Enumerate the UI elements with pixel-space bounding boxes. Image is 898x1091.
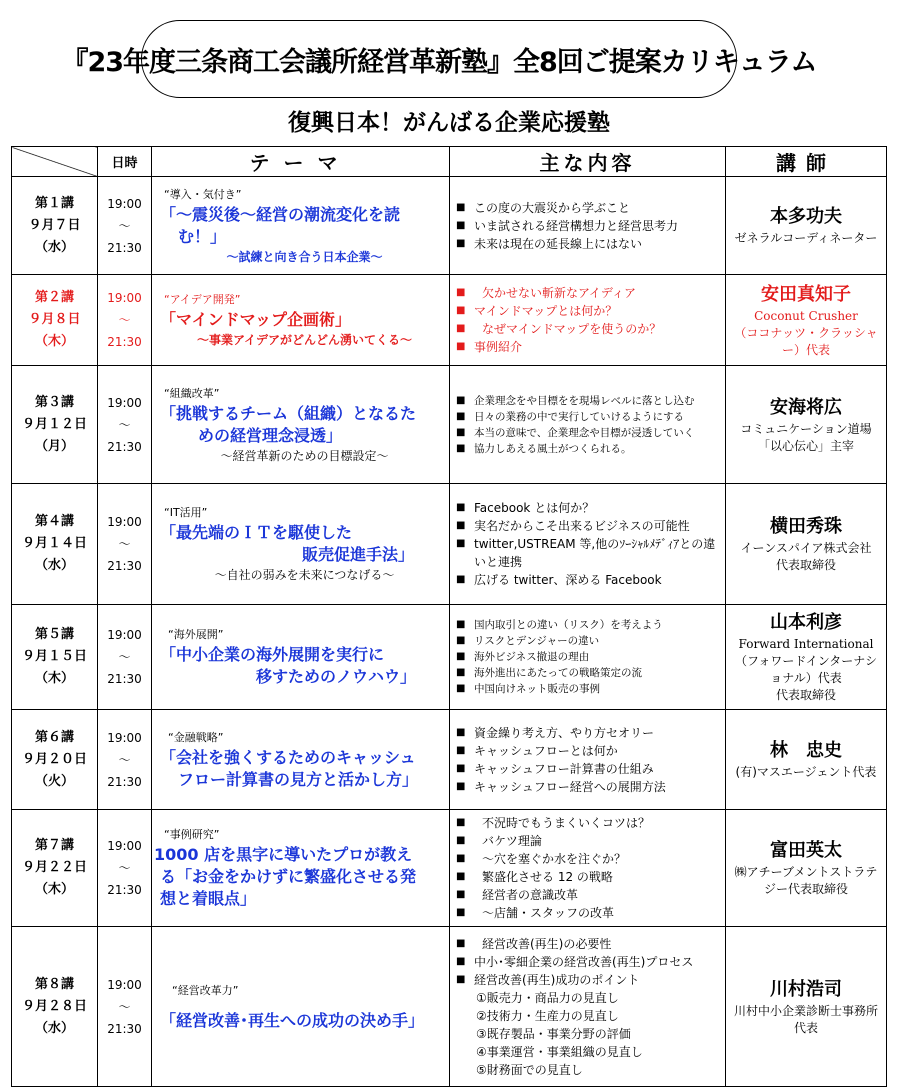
lecturer-org: ㈱アチーブメントストラテジー代表取締役 — [734, 865, 878, 896]
theme-title: 「～震災後～経営の潮流変化を読 — [160, 204, 401, 224]
lecture-number: 第２講 — [34, 290, 74, 305]
theme-title: 販売促進手法」 — [302, 545, 415, 564]
time-sep: ～ — [118, 537, 131, 551]
lecturer-org: コミュニケーション道場「以心伝心」主宰 — [740, 421, 872, 453]
lecture-date: ９月８日 — [28, 312, 81, 327]
theme-cell — [152, 710, 450, 810]
lecture-date: ９月１２日 — [21, 416, 87, 432]
theme-subtitle: ～自社の弱みを未来につなげる～ — [214, 568, 395, 582]
table-row — [12, 275, 887, 366]
content-item: ■ 海外ビジネス撤退の理由 — [456, 649, 719, 665]
content-cell — [450, 366, 726, 484]
content-item: ■ 日々の業務の中で実行していけるようにする — [456, 409, 719, 425]
theme-title: 「会社を強くするためのキャッシュ — [160, 747, 416, 767]
theme-category: “海外展開” — [168, 628, 224, 641]
table-row — [12, 927, 887, 1087]
theme-title: 「経営改善･再生への成功の決め手」 — [160, 1010, 425, 1030]
lecture-cell — [12, 177, 98, 275]
lecture-cell — [12, 275, 98, 366]
theme-subtitle: ～試練と向き合う日本企業～ — [226, 249, 383, 264]
lecturer-org: イーンスパイア株式会社 代表取締役 — [740, 541, 884, 572]
lecture-day: （水） — [34, 558, 74, 573]
theme-subtitle: ～経営革新のための目標設定～ — [220, 448, 389, 463]
time-start: 19:00 — [107, 977, 142, 992]
time-sep: ～ — [118, 861, 131, 875]
content-item: ■ ～店舗・スタッフの改革 — [456, 904, 719, 922]
content-item: ■ 経営改善(再生)成功のポイント — [456, 971, 719, 989]
time-sep: ～ — [118, 999, 131, 1014]
theme-category: “金融戦略” — [168, 730, 224, 744]
theme-title: る「お金をかけずに繁盛化させる発 — [160, 867, 417, 886]
time-end: 21:30 — [107, 559, 142, 573]
content-item: ■ キャッシュフローとは何か — [456, 742, 719, 760]
content-item: ■ いま試される経営構想力と経営思考力 — [456, 217, 719, 235]
lecture-day: （月） — [34, 438, 74, 454]
theme-category: “IT活用” — [164, 506, 208, 519]
lecturer-org: （フォワードインターナショナル）代表 — [734, 654, 878, 685]
content-cell — [450, 177, 726, 275]
lecture-number: 第７講 — [34, 838, 74, 853]
content-item: ■ twitter,USTREAM 等,他のｿｰｼｬﾙﾒﾃﾞｨｱとの違いと連携 — [456, 535, 719, 571]
time-sep: ～ — [118, 417, 131, 432]
content-item: ①販売力・商品力の見直し — [476, 990, 619, 1005]
content-item: ■ 協力しあえる風土がつくられる。 — [456, 441, 719, 457]
content-item: ■ 実名だからこそ出来るビジネスの可能性 — [456, 517, 719, 535]
lecture-day: （水） — [34, 1020, 74, 1036]
theme-cell — [152, 927, 450, 1087]
lecture-date: ９月７日 — [28, 217, 81, 233]
table-row — [12, 810, 887, 927]
time-start: 19:00 — [107, 515, 142, 529]
lecture-number: 第６講 — [34, 729, 74, 745]
content-item: ■ 国内取引との違い（リスク）を考えよう — [456, 617, 719, 633]
theme-cell — [152, 484, 450, 605]
theme-title: 「マインドマップ企画術」 — [160, 310, 352, 329]
lecture-date: ９月１４日 — [21, 536, 87, 551]
table-row — [12, 710, 887, 810]
content-item: ■ ～穴を塞ぐか水を注ぐか？ — [456, 850, 719, 868]
content-cell — [450, 275, 726, 366]
curriculum-table — [11, 146, 887, 1087]
content-cell — [450, 927, 726, 1087]
lecturer-title: 代表取締役 — [775, 688, 836, 702]
lecturer-cell — [726, 605, 887, 710]
lecturer-name: 川村浩司 — [770, 978, 842, 1000]
lecturer-name: 本多功夫 — [770, 206, 842, 227]
content-cell — [450, 484, 726, 605]
time-start: 19:00 — [107, 730, 142, 745]
time-cell — [98, 484, 152, 605]
content-item: ■ 資金繰り考え方、やり方セオリー — [456, 724, 719, 742]
lecture-cell — [12, 927, 98, 1087]
lecture-number: 第８講 — [34, 976, 74, 992]
lecture-cell — [12, 484, 98, 605]
lecturer-org-en: Coconut Crusher — [754, 308, 858, 323]
content-item: ■ 不況時でもうまくいくコツは？ — [456, 814, 719, 832]
theme-cell — [152, 366, 450, 484]
time-sep: ～ — [118, 313, 131, 327]
content-item: ■ キャッシュフロー計算書の仕組み — [456, 760, 719, 778]
theme-category: “組織改革” — [164, 386, 220, 400]
theme-title: 移すためのノウハウ」 — [256, 667, 417, 686]
content-item: ■ 繁盛化させる 12 の戦略 — [456, 868, 719, 886]
time-end: 21:30 — [107, 883, 142, 897]
time-end: 21:30 — [107, 439, 142, 454]
lecture-cell — [12, 605, 98, 710]
theme-category: “事例研究” — [164, 828, 220, 841]
lecturer-cell — [726, 177, 887, 275]
header-row — [12, 147, 887, 177]
lecture-number: 第３講 — [34, 394, 74, 410]
time-start: 19:00 — [107, 291, 142, 305]
content-item: ■ 中国向けネット販売の事例 — [456, 681, 719, 697]
time-sep: ～ — [118, 752, 131, 767]
time-end: 21:30 — [107, 672, 142, 686]
lecture-day: （火） — [34, 773, 74, 789]
time-cell — [98, 275, 152, 366]
content-item: ■ Facebook とは何か？ — [456, 499, 719, 517]
lecturer-name: 富田英太 — [770, 840, 842, 861]
table-row — [12, 177, 887, 275]
time-start: 19:00 — [107, 196, 142, 211]
time-start: 19:00 — [107, 628, 142, 642]
content-item: ■ 欠かせない斬新なアイディア — [456, 284, 719, 302]
content-item: ■ 中小･零細企業の経営改善(再生)プロセス — [456, 953, 719, 971]
content-item: ■ 経営者の意識改革 — [456, 886, 719, 904]
content-item: ■ 経営改善(再生)の必要性 — [456, 935, 719, 953]
lecturer-org: （ココナッツ・クラッシャー）代表 — [734, 325, 878, 357]
lecture-number: 第５講 — [34, 627, 74, 642]
content-item: ⑤財務面での見直し — [476, 1062, 583, 1077]
table-row — [12, 484, 887, 605]
lecture-cell — [12, 810, 98, 927]
lecture-cell — [12, 710, 98, 810]
content-cell — [450, 710, 726, 810]
lecture-number: 第１講 — [34, 195, 74, 211]
content-item: ④事業運営・事業組織の見直し — [476, 1044, 643, 1059]
content-item: ■ リスクとデンジャーの違い — [456, 633, 719, 649]
lecture-day: （木） — [34, 334, 74, 349]
time-cell — [98, 927, 152, 1087]
lecturer-org-en: Forward International — [738, 637, 874, 651]
content-item: ■ 広げる twitter、深める Facebook — [456, 571, 719, 589]
theme-title: 1000 店を黒字に導いたプロが教え — [154, 845, 413, 864]
header-lecturer: 講師 — [726, 147, 887, 177]
content-cell — [450, 605, 726, 710]
time-end: 21:30 — [107, 240, 142, 255]
time-cell — [98, 710, 152, 810]
content-item: ■ マインドマップとは何か？ — [456, 302, 719, 320]
theme-title: 「最先端のＩＴを駆使した — [160, 523, 353, 542]
content-cell — [450, 810, 726, 927]
corner-cell — [12, 147, 98, 177]
time-end: 21:30 — [107, 335, 142, 349]
lecturer-cell — [726, 275, 887, 366]
theme-cell — [152, 810, 450, 927]
lecturer-cell — [726, 710, 887, 810]
lecturer-cell — [726, 366, 887, 484]
lecturer-name: 林 忠史 — [770, 740, 842, 761]
theme-category: “導入・気付き” — [164, 187, 242, 201]
theme-category: “アイデア開発” — [164, 293, 241, 306]
content-item: ③既存製品・事業分野の評価 — [476, 1026, 631, 1041]
content-item: ②技術力・生産力の見直し — [476, 1008, 619, 1023]
lecturer-name: 安海将広 — [770, 396, 842, 418]
content-item: ■ なぜマインドマップを使うのか？ — [456, 320, 719, 338]
lecturer-name: 横田秀珠 — [770, 516, 842, 537]
lecturer-org: ゼネラルコーディネーター — [734, 231, 878, 245]
lecture-date: ９月２２日 — [21, 860, 87, 875]
lecture-number: 第４講 — [34, 514, 74, 529]
lecturer-cell — [726, 810, 887, 927]
theme-subtitle: ～事業アイデアがどんどん湧いてくる～ — [197, 333, 412, 347]
lecture-cell — [12, 366, 98, 484]
content-item: ■ キャッシュフロー経営への展開方法 — [456, 778, 719, 796]
time-sep: ～ — [118, 650, 131, 664]
time-cell — [98, 810, 152, 927]
theme-title: 「挑戦するチーム（組織）となるた — [160, 403, 417, 423]
time-start: 19:00 — [107, 395, 142, 410]
header-content: 主な内容 — [450, 147, 726, 177]
lecturer-name: 山本利彦 — [770, 612, 842, 633]
theme-title: フロー計算書の見方と活かし方」 — [178, 769, 419, 789]
theme-cell — [152, 605, 450, 710]
content-item: ■ 未来は現在の延長線上にはない — [456, 235, 719, 253]
table-row — [12, 605, 887, 710]
content-item: ■ この度の大震災から学ぶこと — [456, 199, 719, 217]
content-item: ■ バケツ理論 — [456, 832, 719, 850]
page-subtitle: 復興日本！がんばる企業応援塾 — [288, 110, 610, 136]
lecture-date: ９月２０日 — [21, 751, 87, 767]
theme-category: “経営改革力” — [172, 983, 239, 997]
lecture-day: （木） — [34, 882, 74, 897]
time-end: 21:30 — [107, 1021, 142, 1036]
table-row — [12, 366, 887, 484]
lecture-day: （木） — [34, 671, 74, 686]
time-cell — [98, 605, 152, 710]
time-end: 21:30 — [107, 774, 142, 789]
title-banner — [61, 20, 817, 98]
time-cell — [98, 366, 152, 484]
header-date: 日時 — [98, 147, 152, 177]
lecture-day: （水） — [34, 239, 74, 255]
lecturer-cell — [726, 484, 887, 605]
lecture-date: ９月２８日 — [21, 998, 87, 1014]
lecturer-org: 川村中小企業診断士事務所代表 — [733, 1003, 878, 1035]
theme-title: 「中小企業の海外展開を実行に — [160, 645, 385, 664]
content-item: ■ 本当の意味で、企業理念や目標が浸透していく — [456, 425, 719, 441]
content-item: ■ 海外進出にあたっての戦略策定の流 — [456, 665, 719, 681]
theme-cell — [152, 275, 450, 366]
lecturer-cell — [726, 927, 887, 1087]
lecture-date: ９月１５日 — [21, 649, 87, 664]
content-item: ■ 企業理念をや目標をを現場レベルに落とし込む — [456, 393, 719, 409]
header-theme: テーマ — [152, 147, 450, 177]
time-start: 19:00 — [107, 839, 142, 853]
theme-title: めの経営理念浸透」 — [198, 425, 343, 445]
theme-title: む！」 — [178, 226, 227, 246]
theme-cell — [152, 177, 450, 275]
content-item: ■ 事例紹介 — [456, 338, 719, 356]
time-cell — [98, 177, 152, 275]
theme-title: 想と着眼点」 — [160, 889, 257, 908]
lecturer-org: (有)マスエージェント代表 — [735, 765, 877, 779]
page-title: 『23年度三条商工会議所経営革新塾』全8回ご提案カリキュラム — [61, 46, 817, 78]
time-sep: ～ — [118, 218, 131, 233]
lecturer-name: 安田真知子 — [761, 283, 851, 305]
